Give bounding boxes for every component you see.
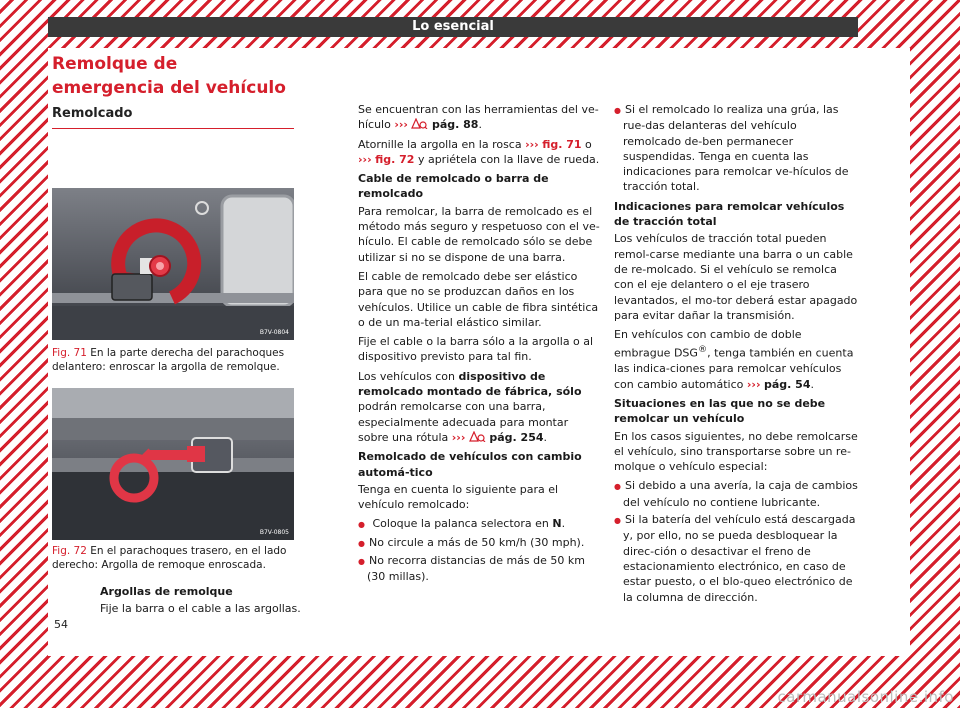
page-ref-88[interactable]: pág. 88 (431, 118, 479, 132)
arrow-glyph: ››› (358, 152, 372, 166)
column-3-text (614, 102, 858, 607)
paragraph-automatic-intro: Tenga en cuenta lo siguiente para el vehículo remolcado: (358, 482, 559, 512)
figure-72-image (52, 388, 294, 540)
front-bumper-illustration (52, 188, 294, 340)
cable-bar-heading: Cable de remolcado o barra de remolcado (358, 172, 549, 201)
paragraph-screw (358, 137, 602, 168)
watermark: carmanualsonline.info (777, 688, 954, 706)
figure-71-text: En la parte derecha del parachoques delantero: enroscar la argolla de remolque. (52, 347, 285, 373)
figure-72-text: En el parachoques trasero, en el lado derecho: Argolla de remoque enroscada. (52, 545, 287, 571)
subsection-title: Remolcado (52, 106, 133, 121)
section-title: Remolque de emergencia del vehículo (52, 54, 286, 98)
paragraph-dsg: En vehículos con cambio de doble embrague DSG®, tenga también en cuenta las indica-ciones para remolcar vehículos con cambio automático ››› pág. 54. (614, 328, 854, 391)
paragraph-screw-text: Atornille la argolla en la rosca (358, 137, 522, 151)
rear-bumper-illustration (52, 388, 294, 540)
bullet-speed: ● No circule a más de 50 km/h (30 mph). (358, 535, 602, 551)
no-tow-heading: Situaciones en las que no se debe remolcar un vehículo (614, 397, 826, 426)
paragraph-screw-or: o (585, 137, 592, 151)
page-number: 54 (54, 618, 68, 631)
bullet-selector-n: ● Coloque la palanca selectora en N. (358, 516, 602, 532)
column-1-text (100, 584, 340, 621)
page-ref-254[interactable]: pág. 254 (489, 430, 544, 444)
page-header: Lo esencial (48, 17, 858, 37)
bullet-battery: ● Si la batería del vehículo está descargada y, por ello, no se pueda desbloquear la direc-ción o desactivar el freno de estacionamiento electrónico, en caso de estar puesto, o el blo-queo electrónico de la columna de dirección. (614, 512, 858, 605)
figure-71-number: Fig. 71 (52, 347, 87, 359)
awd-heading: Indicaciones para remolcar vehículos de tracción total (614, 199, 845, 229)
arrow-glyph: ››› (451, 430, 466, 444)
figure-72-number: Fig. 72 (52, 545, 87, 557)
title-divider (52, 128, 294, 129)
fig-72-link[interactable]: fig. 72 (375, 152, 415, 166)
paragraph-fix-cable: Fije el cable o la barra sólo a la argolla o al dispositivo previsto para tal fin. (358, 335, 594, 364)
bullet-selector-n-value: N (552, 517, 562, 531)
paragraph-factory-device: Los vehículos con dispositivo de remolcado montado de fábrica, sólo podrán remolcarse con una barra, especialmente adecuada para montar sobre una rótula ››› pág. 254. (358, 369, 582, 444)
figure-72-code: B7V-0805 (259, 529, 289, 536)
warning-icon (469, 431, 486, 442)
bullet-selector-text: Coloque la palanca selectora en (372, 517, 549, 531)
fig-71-link[interactable]: fig. 71 (542, 137, 582, 151)
arrow-glyph: ››› (394, 118, 408, 132)
paragraph-tools-text: Se encuentran con las herramientas del ve-hículo (358, 103, 599, 132)
column-2-text (358, 102, 602, 587)
page-ref-54[interactable]: pág. 54 (763, 377, 811, 391)
bullet-no-lubricant: ● Si debido a una avería, la caja de cambios del vehículo no contiene lubricante. (614, 478, 858, 510)
figure-71-caption (52, 346, 294, 374)
arrow-glyph: ››› (525, 137, 539, 151)
paragraph-awd: Los vehículos de tracción total pueden remol-carse mediante una barra o un cable de re-molcado. Si el vehículo se remolca con el eje delantero o el eje trasero levantados, el mo-tor deberá estar apagado para evitar dañar la transmisión. (614, 232, 858, 322)
figure-71-code: B7V-0804 (259, 329, 289, 336)
tow-rings-text: Fije la barra o el cable a las argollas. (100, 602, 301, 616)
factory-device-bold: dispositivo de remolcado montado de fábrica, sólo (358, 369, 582, 399)
dsg-text-b: , tenga también en cuenta las indica-ciones para remolcar vehículos con cambio automático (614, 347, 854, 391)
figure-72-caption (52, 544, 294, 572)
paragraph-bar-safe: Para remolcar, la barra de remolcado es el método más seguro y respetuoso con el ve-hículo. El cable de remolcado sólo se debe utilizar si no se dispone de una barra. (358, 204, 600, 264)
arrow-glyph: ››› (746, 377, 761, 391)
dsg-text-a: En vehículos con cambio de doble embrague DSG (614, 328, 802, 361)
tow-rings-heading: Argollas de remolque (100, 585, 233, 598)
paragraph-no-tow: En los casos siguientes, no debe remolcarse el vehículo, sino transportarse sobre un re-molque o vehículo especial: (614, 429, 858, 474)
paragraph-cable-elastic: El cable de remolcado debe ser elástico para que no se produzcan daños en los vehículos. Utilice un cable de fibra sintética o de un ma-terial elástico similar. (358, 269, 599, 329)
bullet-distance: ● No recorra distancias de más de 50 km (30 millas). (358, 553, 602, 585)
factory-device-text-c: podrán remolcarse con una barra, especialmente adecuada para montar sobre una rótula (358, 400, 569, 444)
bullet-crane: ● Si el remolcado lo realiza una grúa, las rue-das delanteras del vehículo remolcado de-ben permanecer suspendidas. Tenga en cuenta las indicaciones para remolcar ve-hículos de tracción total. (614, 102, 858, 195)
figure-71-image (52, 188, 294, 340)
factory-device-text-a: Los vehículos con (358, 369, 455, 383)
automatic-heading: Remolcado de vehículos con cambio automá-tico (358, 450, 582, 479)
paragraph-tools: Se encuentran con las herramientas del ve-hículo ››› pág. 88. (358, 103, 599, 132)
registered-mark: ® (697, 344, 708, 356)
paragraph-screw-tail: y apriétela con la llave de rueda. (417, 152, 600, 166)
warning-icon (411, 118, 428, 129)
